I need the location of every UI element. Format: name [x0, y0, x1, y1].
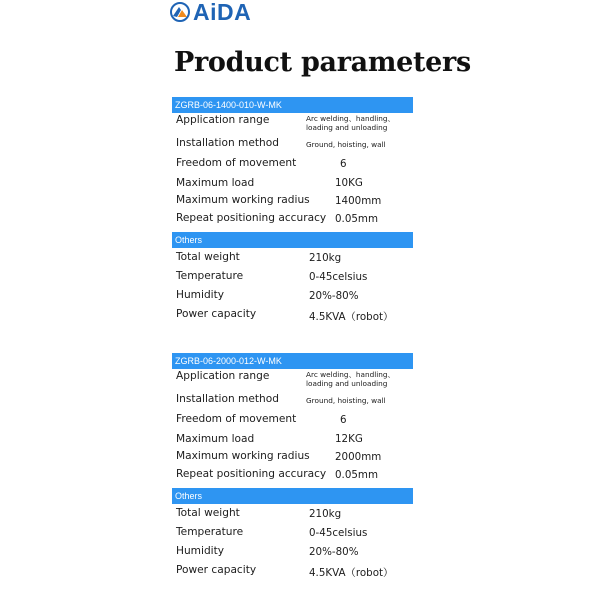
spec-label: Maximum load [176, 433, 255, 445]
spec-row [172, 449, 413, 467]
others-label: Humidity [176, 289, 225, 301]
spec-label: Maximum load [176, 177, 255, 189]
spec-label: Maximum working radius [176, 194, 310, 206]
spec-value: 6 [340, 158, 347, 170]
brand-logo [170, 1, 251, 23]
spec-value: 0.05mm [335, 213, 378, 225]
spec-label: Application range [176, 114, 270, 126]
aida-logo-icon [170, 2, 190, 22]
others-value: 0-45celsius [309, 527, 368, 539]
others-row [172, 248, 413, 267]
others-value: 4.5KVA（robot） [309, 567, 394, 579]
others-value: 20%-80% [309, 290, 359, 302]
model-header: ZGRB-06-1400-010-W-MK [172, 97, 413, 113]
model-header: ZGRB-06-2000-012-W-MK [172, 353, 413, 369]
spec-row [172, 155, 413, 175]
spec-value: 0.05mm [335, 469, 378, 481]
others-label: Total weight [176, 507, 240, 519]
others-row [172, 542, 413, 561]
product-spec-table [172, 353, 413, 580]
others-value: 210kg [309, 508, 342, 520]
spec-value: Ground, hoisting, wall [306, 396, 386, 405]
spec-row [172, 211, 413, 232]
others-header: Others [172, 232, 413, 248]
others-value: 20%-80% [309, 546, 359, 558]
spec-row [172, 175, 413, 193]
spec-value: 1400mm [335, 195, 382, 207]
spec-value: Arc welding、handling、loading and unloading [306, 114, 395, 132]
others-row [172, 561, 413, 580]
others-label: Temperature [176, 270, 244, 282]
others-header: Others [172, 488, 413, 504]
spec-value: 2000mm [335, 451, 382, 463]
spec-value: 12KG [335, 433, 363, 445]
spec-value: 6 [340, 414, 347, 426]
spec-label: Installation method [176, 137, 279, 149]
spec-row [172, 113, 413, 135]
page-title: Product parameters [174, 47, 471, 78]
spec-row [172, 411, 413, 431]
others-row [172, 286, 413, 305]
others-label: Temperature [176, 526, 244, 538]
spec-row [172, 467, 413, 488]
others-row [172, 504, 413, 523]
spec-row [172, 431, 413, 449]
spec-value: Ground, hoisting, wall [306, 140, 386, 149]
others-value: 210kg [309, 252, 342, 264]
others-row [172, 267, 413, 286]
others-label: Power capacity [176, 564, 257, 576]
spec-label: Installation method [176, 393, 279, 405]
spec-label: Repeat positioning accuracy [176, 212, 327, 224]
spec-row [172, 135, 413, 155]
spec-label: Maximum working radius [176, 450, 310, 462]
spec-label: Application range [176, 370, 270, 382]
others-value: 4.5KVA（robot） [309, 311, 394, 323]
others-row [172, 305, 413, 324]
spec-row [172, 369, 413, 391]
spec-value: 10KG [335, 177, 363, 189]
others-value: 0-45celsius [309, 271, 368, 283]
spec-value: Arc welding、handling、loading and unloading [306, 370, 395, 388]
others-label: Power capacity [176, 308, 257, 320]
others-label: Total weight [176, 251, 240, 263]
spec-row [172, 193, 413, 211]
spec-label: Repeat positioning accuracy [176, 468, 327, 480]
spec-label: Freedom of movement [176, 157, 297, 169]
product-spec-table [172, 97, 413, 324]
others-row [172, 523, 413, 542]
logo-text: AiDA [193, 0, 252, 25]
others-label: Humidity [176, 545, 225, 557]
spec-label: Freedom of movement [176, 413, 297, 425]
spec-row [172, 391, 413, 411]
